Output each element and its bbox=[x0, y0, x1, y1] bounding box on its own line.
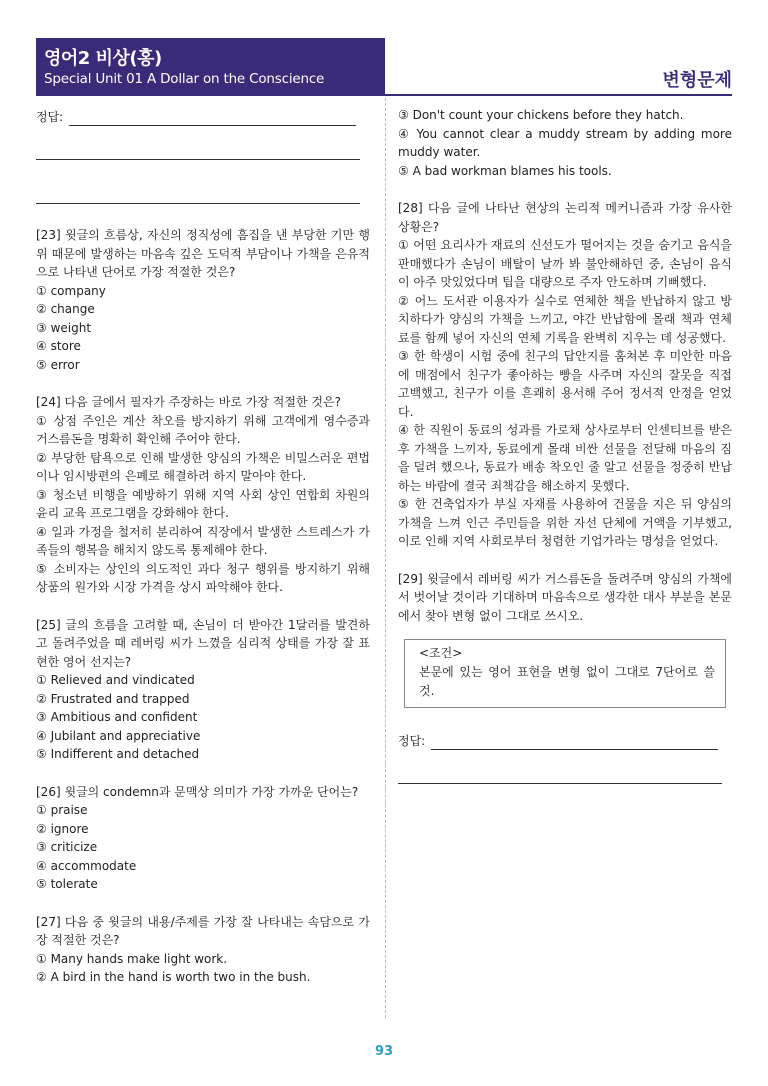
q28-option-5: ⑤ 한 건축업자가 부실 자재를 사용하여 건물을 지은 뒤 양심의 가책을 느껴 인근 주민들을 위한 자선 단체에 거액을 기부했고, 이로 인해 지역 사회로부터 청렴한 기업가라는 명성을 얻었다. bbox=[398, 497, 732, 548]
q28-option-2: ② 어느 도서관 이용자가 실수로 연체한 책을 반납하지 않고 방치하다가 양심의 가책을 느끼고, 야간 반납함에 몰래 책과 연체료를 함께 넣어 자신의 연체 기록을 완벽히 지우는 데 성공했다. bbox=[398, 293, 732, 345]
q24-option-1: ① 상점 주인은 계산 착오를 방지하기 위해 고객에게 영수증과 거스름돈을 명확히 확인해 주어야 한다. bbox=[36, 413, 370, 446]
q27-option-5: ⑤ A bad workman blames his tools. bbox=[398, 163, 612, 178]
answer-line[interactable] bbox=[431, 735, 718, 750]
condition-title: <조건> bbox=[419, 646, 463, 660]
header-rule bbox=[36, 94, 732, 96]
q27-option-1: ① Many hands make light work. bbox=[36, 951, 228, 966]
column-divider bbox=[385, 98, 387, 1018]
answer-label: 정답: bbox=[398, 733, 426, 748]
q24-option-2: ② 부당한 탐욕으로 인해 발생한 양심의 가책은 비밀스러운 편법이나 임시방편의 은폐로 해결하려 하지 말아야 한다. bbox=[36, 450, 370, 483]
answer-line[interactable] bbox=[69, 111, 356, 126]
header-subtitle: Special Unit 01 A Dollar on the Conscience bbox=[44, 71, 325, 87]
question-26: [26] 윗글의 condemn과 문맥상 의미가 가장 가까운 단어는? bbox=[36, 784, 359, 799]
page-number: 93 bbox=[374, 1044, 394, 1059]
q23-option-4: ④ store bbox=[36, 339, 81, 353]
question-24: [24] 다음 글에서 필자가 주장하는 바로 가장 적절한 것은? bbox=[36, 395, 341, 409]
q25-option-1: ① Relieved and vindicated bbox=[36, 673, 195, 687]
q26-option-2: ② ignore bbox=[36, 821, 89, 836]
q26-option-5: ⑤ tolerate bbox=[36, 877, 98, 891]
q25-option-2: ② Frustrated and trapped bbox=[36, 691, 190, 706]
q28-option-1: ① 어떤 요리사가 재료의 신선도가 떨어지는 것을 숨기고 음식을 판매했다가 손님이 배탈이 날까 봐 불안해하던 중, 손님이 음식이 아주 맛있었다며 팁을 대량으로 주자 안도하며 기뻐했다. bbox=[398, 238, 732, 289]
left-column bbox=[36, 106, 370, 987]
q24-option-4: ④ 일과 가정을 철저히 분리하여 직장에서 발생한 스트레스가 가족들의 행복을 해치지 않도록 통제해야 한다. bbox=[36, 524, 370, 557]
q23-option-3: ③ weight bbox=[36, 320, 92, 335]
q27-option-3: ③ Don't count your chickens before they hatch. bbox=[398, 108, 684, 122]
q28-option-4: ④ 한 직원이 동료의 성과를 가로채 상사로부터 인센티브를 받은 후 가책을 느끼자, 동료에게 몰래 비싼 선물을 전달해 마음의 짐을 덜려 했으나, 동료가 배송 착오인 줄 알고 선물을 정중히 반납하는 바람에 결국 죄책감을 해소하지 못했다. bbox=[398, 423, 732, 493]
header-title: 영어2 비상(홍) bbox=[44, 48, 162, 69]
question-23: [23] 윗글의 흐름상, 자신의 정직성에 흠집을 낸 부당한 기만 행위 때문에 발생하는 마음속 깊은 도덕적 부담이나 가책을 은유적으로 나타낸 단어로 가장 적절한 것은? bbox=[36, 228, 370, 279]
q24-option-3: ③ 청소년 비행을 예방하기 위해 지역 사회 상인 연합회 차원의 윤리 교육 프로그램을 강화해야 한다. bbox=[36, 487, 370, 520]
answer-label: 정답: bbox=[36, 109, 64, 124]
q27-option-4: ④ You cannot clear a muddy stream by adding more muddy water. bbox=[398, 126, 732, 159]
q26-option-4: ④ accommodate bbox=[36, 858, 137, 873]
question-25: [25] 글의 흐름을 고려할 때, 손님이 더 받아간 1달러를 발견하고 돌려주었을 때 레버링 씨가 느꼈을 심리적 상태를 가장 잘 표현한 영어 선지는? bbox=[36, 617, 370, 669]
right-column bbox=[398, 106, 732, 784]
condition-text: 본문에 있는 영어 표현을 변형 없이 그대로 7단어로 쓸 것. bbox=[419, 665, 715, 698]
q23-option-2: ② change bbox=[36, 302, 95, 316]
answer-blank-line[interactable] bbox=[36, 158, 360, 160]
q26-option-3: ③ criticize bbox=[36, 840, 98, 854]
answer-row bbox=[36, 106, 356, 126]
q25-option-4: ④ Jubilant and appreciative bbox=[36, 728, 201, 743]
q27-option-2: ② A bird in the hand is worth two in the bush. bbox=[36, 970, 311, 984]
answer-blank-line[interactable] bbox=[398, 782, 722, 784]
q25-option-3: ③ Ambitious and confident bbox=[36, 710, 198, 724]
question-28: [28] 다음 글에 나타난 현상의 논리적 메커니즘과 가장 유사한 상황은? bbox=[398, 201, 732, 234]
question-27: [27] 다음 중 윗글의 내용/주제를 가장 잘 나타내는 속담으로 가장 적절한 것은? bbox=[36, 914, 370, 947]
answer-row bbox=[398, 730, 718, 750]
header-tag: 변형문제 bbox=[662, 70, 732, 91]
q24-option-5: ⑤ 소비자는 상인의 의도적인 과다 청구 행위를 방지하기 위해 상품의 원가와 시장 가격을 상시 파악해야 한다. bbox=[36, 561, 370, 594]
q28-option-3: ③ 한 학생이 시험 중에 친구의 답안지를 훔쳐본 후 미안한 마음에 매점에서 친구가 좋아하는 빵을 사주며 자신의 잘못을 직접 고백했고, 친구가 이를 흔쾌히 용서해 주어 정서적 안정을 얻었다. bbox=[398, 349, 732, 419]
q25-option-5: ⑤ Indifferent and detached bbox=[36, 747, 200, 761]
header-banner bbox=[36, 38, 385, 94]
q23-option-5: ⑤ error bbox=[36, 357, 80, 372]
condition-box bbox=[404, 639, 726, 708]
q23-option-1: ① company bbox=[36, 283, 106, 298]
q26-option-1: ① praise bbox=[36, 803, 88, 817]
question-29: [29] 윗글에서 레버링 씨가 거스름돈을 돌려주며 양심의 가책에서 벗어날 것이라 기대하며 마음속으로 생각한 대사 부분을 본문에서 찾아 변형 없이 그대로 쓰시오. bbox=[398, 571, 732, 623]
